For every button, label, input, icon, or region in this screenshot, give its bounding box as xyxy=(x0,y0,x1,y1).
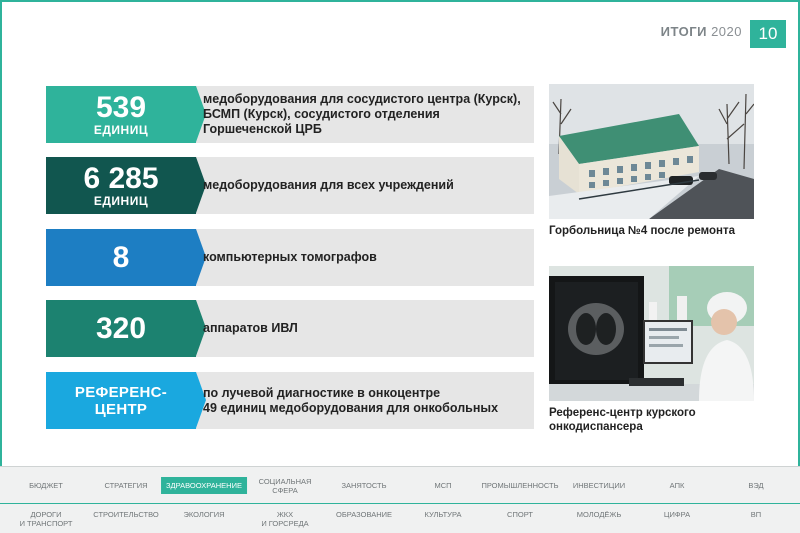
nav-item-budget[interactable]: БЮДЖЕТ xyxy=(29,481,63,490)
bottom-navigation xyxy=(0,466,800,533)
stat-badge xyxy=(46,157,196,214)
hospital-building-photo xyxy=(549,84,754,219)
nav-item-ved[interactable]: ВЭД xyxy=(748,481,764,490)
nav-item-construction[interactable]: СТРОИТЕЛЬСТВО xyxy=(93,510,159,519)
stat-description: медоборудования для сосудистого центра (Курск), БСМП (Курск), сосудистого отделения Горшеченской ЦРБ xyxy=(203,92,521,136)
stat-row-5 xyxy=(46,372,534,429)
slide-title xyxy=(661,24,742,39)
stat-value: 539 xyxy=(95,90,147,124)
nav-item-healthcare[interactable]: ЗДРАВООХРАНЕНИЕ xyxy=(161,477,247,494)
nav-item-digital[interactable]: ЦИФРА xyxy=(663,510,691,519)
ct-scan-room-photo xyxy=(549,266,754,401)
stat-badge xyxy=(46,372,196,429)
nav-item-roads[interactable]: ДОРОГИ И ТРАНСПОРТ xyxy=(19,510,73,528)
stat-badge xyxy=(46,86,196,143)
title-label: ИТОГИ xyxy=(660,24,707,39)
stat-description: по лучевой диагностике в онкоцентре 49 единиц медоборудования для онкобольных xyxy=(203,385,499,415)
nav-item-apk[interactable]: АПК xyxy=(669,481,685,490)
nav-item-vp[interactable]: ВП xyxy=(750,510,762,519)
nav-item-employment[interactable]: ЗАНЯТОСТЬ xyxy=(341,481,387,490)
nav-item-culture[interactable]: КУЛЬТУРА xyxy=(424,510,462,519)
page-number: 10 xyxy=(750,20,786,48)
nav-divider xyxy=(0,503,800,504)
stat-row-2 xyxy=(46,157,534,214)
stat-badge xyxy=(46,229,196,286)
nav-item-youth[interactable]: МОЛОДЁЖЬ xyxy=(576,510,622,519)
stat-row-4 xyxy=(46,300,534,357)
stat-description: компьютерных томографов xyxy=(203,250,377,264)
nav-item-education[interactable]: ОБРАЗОВАНИЕ xyxy=(335,510,393,519)
stat-description: медоборудования для всех учреждений xyxy=(203,178,454,192)
stat-badge xyxy=(46,300,196,357)
photo-caption: Горбольница №4 после ремонта xyxy=(549,225,736,237)
nav-item-housing[interactable]: ЖКХ И ГОРСРЕДА xyxy=(261,510,309,528)
nav-item-ecology[interactable]: ЭКОЛОГИЯ xyxy=(183,510,225,519)
stat-row-1 xyxy=(46,86,534,143)
stat-value: РЕФЕРЕНС- ЦЕНТР xyxy=(74,383,168,418)
stat-value: 8 xyxy=(112,240,130,274)
stat-unit: ЕДИНИЦ xyxy=(93,122,149,137)
stat-unit: ЕДИНИЦ xyxy=(93,193,149,208)
nav-item-sport[interactable]: СПОРТ xyxy=(507,510,533,519)
stat-value: 320 xyxy=(95,311,147,345)
title-year: 2020 xyxy=(711,24,742,39)
nav-item-msp[interactable]: МСП xyxy=(434,481,452,490)
nav-item-industry[interactable]: ПРОМЫШЛЕННОСТЬ xyxy=(481,481,559,490)
photo-caption: Референс-центр курского онкодиспансера xyxy=(549,407,696,433)
stat-description: аппаратов ИВЛ xyxy=(203,321,298,335)
nav-item-social[interactable]: СОЦИАЛЬНАЯ СФЕРА xyxy=(258,477,312,495)
stat-row-3 xyxy=(46,229,534,286)
nav-item-investments[interactable]: ИНВЕСТИЦИИ xyxy=(572,481,626,490)
nav-item-strategy[interactable]: СТРАТЕГИЯ xyxy=(104,481,148,490)
stat-value: 6 285 xyxy=(83,161,159,195)
